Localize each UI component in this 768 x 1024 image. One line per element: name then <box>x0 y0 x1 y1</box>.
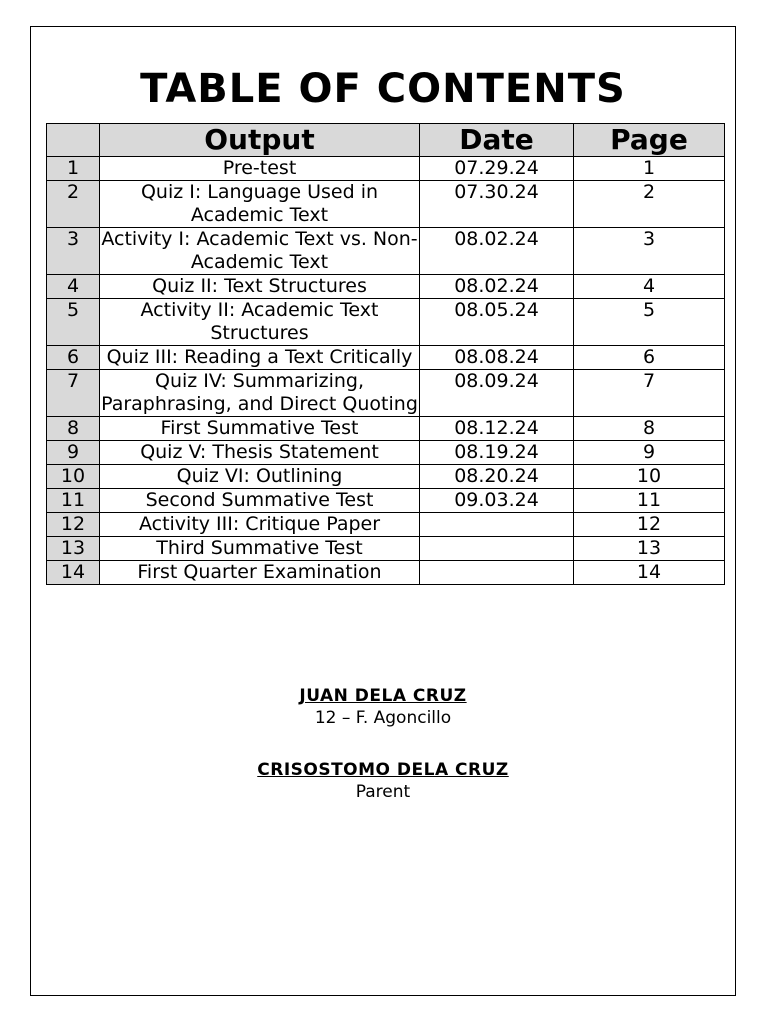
row-output: Activity III: Critique Paper <box>100 513 420 537</box>
row-output: Quiz II: Text Structures <box>100 275 420 299</box>
row-date <box>420 513 574 537</box>
row-output: Activity II: Academic Text Structures <box>100 299 420 346</box>
row-number: 8 <box>47 417 100 441</box>
row-date <box>420 561 574 585</box>
row-date: 08.08.24 <box>420 346 574 370</box>
row-date <box>420 537 574 561</box>
row-date: 08.05.24 <box>420 299 574 346</box>
row-date: 07.30.24 <box>420 181 574 228</box>
table-row <box>47 181 725 228</box>
row-number: 6 <box>47 346 100 370</box>
page-title: TABLE OF CONTENTS <box>140 66 626 112</box>
table-row <box>47 275 725 299</box>
row-date: 08.12.24 <box>420 417 574 441</box>
row-output: Second Summative Test <box>100 489 420 513</box>
parent-role: Parent <box>355 782 411 802</box>
row-number: 4 <box>47 275 100 299</box>
parent-name: CRISOSTOMO DELA CRUZ <box>257 760 509 780</box>
row-number: 7 <box>47 370 100 417</box>
table-body <box>47 157 725 585</box>
row-output: First Summative Test <box>100 417 420 441</box>
table-row <box>47 537 725 561</box>
row-date: 07.29.24 <box>420 157 574 181</box>
table-row <box>47 465 725 489</box>
row-output: Pre-test <box>100 157 420 181</box>
row-page: 14 <box>574 561 725 585</box>
row-output: First Quarter Examination <box>100 561 420 585</box>
row-number: 10 <box>47 465 100 489</box>
table-row <box>47 441 725 465</box>
table-row <box>47 157 725 181</box>
row-number: 2 <box>47 181 100 228</box>
row-number: 5 <box>47 299 100 346</box>
student-section: 12 – F. Agoncillo <box>314 708 452 728</box>
row-number: 12 <box>47 513 100 537</box>
row-page: 3 <box>574 228 725 275</box>
row-page: 13 <box>574 537 725 561</box>
row-page: 6 <box>574 346 725 370</box>
table-row <box>47 489 725 513</box>
table-row <box>47 346 725 370</box>
row-page: 11 <box>574 489 725 513</box>
document-page <box>30 26 736 996</box>
table-row <box>47 513 725 537</box>
row-page: 1 <box>574 157 725 181</box>
row-date: 08.02.24 <box>420 275 574 299</box>
table-row <box>47 417 725 441</box>
row-date: 09.03.24 <box>420 489 574 513</box>
row-page: 5 <box>574 299 725 346</box>
row-output: Quiz III: Reading a Text Critically <box>100 346 420 370</box>
row-output: Third Summative Test <box>100 537 420 561</box>
table-row <box>47 561 725 585</box>
row-date: 08.20.24 <box>420 465 574 489</box>
row-output: Activity I: Academic Text vs. Non-Academic Text <box>101 228 418 273</box>
header-output: Output <box>100 124 420 157</box>
row-output: Quiz V: Thesis Statement <box>100 441 420 465</box>
header-date: Date <box>420 124 574 157</box>
row-output: Quiz VI: Outlining <box>100 465 420 489</box>
table-header-row <box>47 124 725 157</box>
row-page: 2 <box>574 181 725 228</box>
student-signature-block <box>31 685 735 729</box>
row-date: 08.02.24 <box>420 228 574 275</box>
row-number: 11 <box>47 489 100 513</box>
row-page: 12 <box>574 513 725 537</box>
row-date: 08.19.24 <box>420 441 574 465</box>
row-number: 3 <box>47 228 100 275</box>
row-date: 08.09.24 <box>420 370 574 417</box>
row-number: 9 <box>47 441 100 465</box>
row-output: Quiz IV: Summarizing, Paraphrasing, and Direct Quoting <box>101 370 418 415</box>
table-row <box>47 370 725 417</box>
header-number <box>47 124 100 157</box>
header-page: Page <box>574 124 725 157</box>
row-page: 4 <box>574 275 725 299</box>
row-page: 9 <box>574 441 725 465</box>
contents-table <box>46 123 725 585</box>
parent-signature-block <box>31 759 735 803</box>
row-number: 14 <box>47 561 100 585</box>
row-output: Quiz I: Language Used in Academic Text <box>100 181 420 228</box>
row-number: 13 <box>47 537 100 561</box>
row-number: 1 <box>47 157 100 181</box>
table-row <box>47 228 725 275</box>
row-page: 8 <box>574 417 725 441</box>
student-name: JUAN DELA CRUZ <box>299 686 467 706</box>
row-page: 10 <box>574 465 725 489</box>
table-row <box>47 299 725 346</box>
row-page: 7 <box>574 370 725 417</box>
